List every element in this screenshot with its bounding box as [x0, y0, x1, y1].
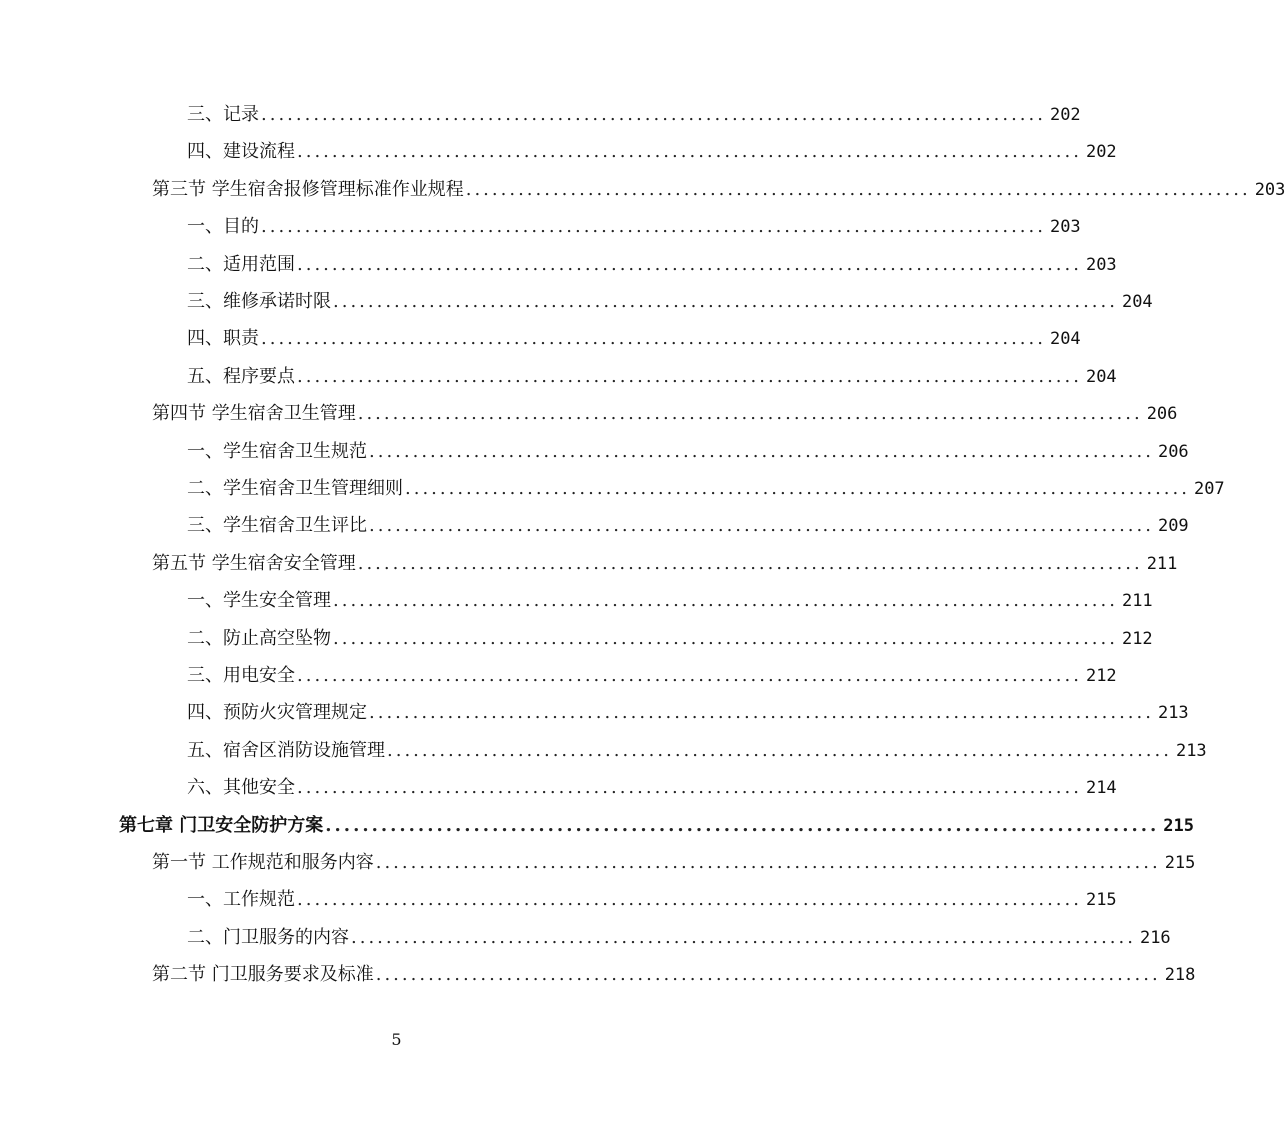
toc-entry-page: 218 [1164, 965, 1196, 986]
toc-entry-page: 202 [1049, 105, 1081, 125]
toc-entry-title: 五、程序要点 [187, 365, 295, 387]
toc-entry-title: 六、其他安全 [187, 777, 295, 799]
toc-entry-page: 202 [1085, 142, 1117, 163]
toc-entry-title: 一、工作规范 [187, 889, 295, 911]
toc-leader-dots: .......................................................................................... [297, 141, 1082, 163]
toc-entry-page: 203 [1254, 179, 1285, 200]
toc-entry-title: 第一节 工作规范和服务内容 [152, 852, 374, 873]
toc-entry-page: 216 [1139, 927, 1171, 948]
toc-leader-dots: .......................................................................................... [369, 515, 1154, 537]
toc-entry-page: 215 [1164, 853, 1196, 873]
toc-entry-title: 二、学生宿舍卫生管理细则 [187, 478, 403, 499]
toc-entry-title: 三、学生宿舍卫生评比 [187, 515, 367, 537]
toc-entry[interactable] [187, 437, 1189, 467]
toc-leader-dots: .......................................................................................... [333, 590, 1118, 612]
toc-entry-page: 214 [1085, 778, 1117, 799]
toc-entry[interactable] [187, 885, 1117, 915]
toc-entry-page: 211 [1121, 591, 1153, 612]
toc-leader-dots: .......................................................................................... [297, 665, 1082, 686]
toc-leader-dots: .......................................................................................... [357, 552, 1143, 574]
toc-entry-title: 一、学生安全管理 [187, 590, 331, 612]
toc-entry[interactable] [187, 474, 1225, 504]
toc-entry-page: 204 [1049, 329, 1081, 350]
toc-entry[interactable] [187, 661, 1117, 691]
toc-entry-page: 212 [1121, 628, 1153, 649]
toc-entry-title: 一、学生宿舍卫生规范 [187, 440, 367, 462]
toc-entry-title: 第四节 学生宿舍卫生管理 [152, 403, 356, 425]
toc-entry-title: 三、记录 [187, 104, 259, 125]
toc-leader-dots: .......................................................................................... [369, 702, 1154, 724]
toc-leader-dots: .......................................................................................... [261, 104, 1046, 125]
toc-entry[interactable] [187, 698, 1189, 728]
toc-entry-title: 第五节 学生宿舍安全管理 [152, 552, 356, 574]
toc-entry[interactable] [187, 137, 1117, 167]
toc-entry-title: 四、建设流程 [187, 141, 295, 163]
toc-entry[interactable] [187, 773, 1117, 803]
toc-leader-dots: .......................................................................................... [357, 403, 1143, 425]
toc-entry[interactable] [187, 362, 1117, 392]
toc-leader-dots: .......................................................................................... [369, 440, 1154, 462]
toc-leader-dots: .......................................................................................... [387, 739, 1172, 761]
toc-entry-page: 206 [1146, 404, 1178, 425]
toc-entry-title: 第三节 学生宿舍报修管理标准作业规程 [152, 178, 464, 200]
toc-entry-page: 215 [1085, 890, 1117, 911]
toc-entry-page: 211 [1146, 553, 1178, 574]
toc-entry-page: 215 [1163, 815, 1194, 836]
toc-leader-dots: .......................................................................................... [405, 478, 1190, 499]
toc-entry-title: 第七章 门卫安全防护方案 [119, 814, 324, 836]
toc-entry[interactable] [187, 586, 1153, 616]
toc-leader-dots: .......................................................................................... [465, 178, 1251, 200]
toc-leader-dots: .......................................................................................... [375, 852, 1161, 873]
toc-entry[interactable] [119, 811, 1194, 841]
page-number: 5 [391, 1030, 402, 1049]
toc-entry-title: 二、门卫服务的内容 [187, 926, 349, 948]
toc-entry[interactable] [187, 100, 1081, 130]
toc-entry[interactable] [152, 549, 1178, 579]
toc-leader-dots: .......................................................................................... [297, 253, 1082, 275]
toc-entry[interactable] [187, 212, 1081, 242]
toc-entry-title: 四、职责 [187, 328, 259, 350]
toc-entry[interactable] [187, 624, 1153, 654]
toc-entry[interactable] [187, 287, 1153, 317]
toc-entry[interactable] [187, 324, 1081, 354]
toc-entry-title: 二、适用范围 [187, 253, 295, 275]
toc-entry-title: 第二节 门卫服务要求及标准 [152, 964, 374, 986]
toc-entry[interactable] [187, 923, 1171, 953]
toc-leader-dots: .......................................................................................... [333, 291, 1118, 312]
toc-entry-page: 203 [1049, 217, 1081, 238]
toc-entry-page: 209 [1157, 516, 1189, 537]
toc-leader-dots: .......................................................................................... [333, 627, 1118, 649]
toc-leader-dots: .......................................................................................... [375, 964, 1161, 986]
toc-entry[interactable] [187, 511, 1189, 541]
toc-entry[interactable] [187, 250, 1117, 280]
toc-entry-title: 三、用电安全 [187, 665, 295, 686]
toc-entry-page: 213 [1175, 740, 1207, 761]
toc-entry-title: 五、宿舍区消防设施管理 [187, 739, 385, 761]
toc-leader-dots: .......................................................................................... [351, 926, 1136, 948]
toc-entry-page: 204 [1085, 366, 1117, 387]
toc-entry[interactable] [187, 736, 1207, 766]
toc-leader-dots: .......................................................................................... [261, 328, 1046, 350]
toc-entry-page: 212 [1085, 666, 1117, 686]
toc-leader-dots: .......................................................................................... [325, 814, 1160, 836]
toc-entry[interactable] [152, 175, 1285, 205]
toc-entry-title: 四、预防火灾管理规定 [187, 702, 367, 724]
toc-leader-dots: .......................................................................................... [297, 777, 1082, 799]
toc-leader-dots: .......................................................................................... [297, 889, 1082, 911]
toc-leader-dots: .......................................................................................... [261, 216, 1046, 238]
toc-entry[interactable] [152, 960, 1196, 990]
toc-entry[interactable] [152, 399, 1178, 429]
toc-entry-page: 206 [1157, 441, 1189, 462]
toc-entry-page: 203 [1085, 254, 1117, 275]
toc-entry-page: 204 [1121, 292, 1153, 312]
toc-entry-title: 三、维修承诺时限 [187, 291, 331, 312]
toc-entry-page: 213 [1157, 703, 1189, 724]
toc-leader-dots: .......................................................................................... [297, 365, 1082, 387]
toc-entry-page: 207 [1193, 479, 1225, 499]
toc-entry-title: 二、防止高空坠物 [187, 627, 331, 649]
toc-entry-title: 一、目的 [187, 216, 259, 238]
toc-entry[interactable] [152, 848, 1196, 878]
